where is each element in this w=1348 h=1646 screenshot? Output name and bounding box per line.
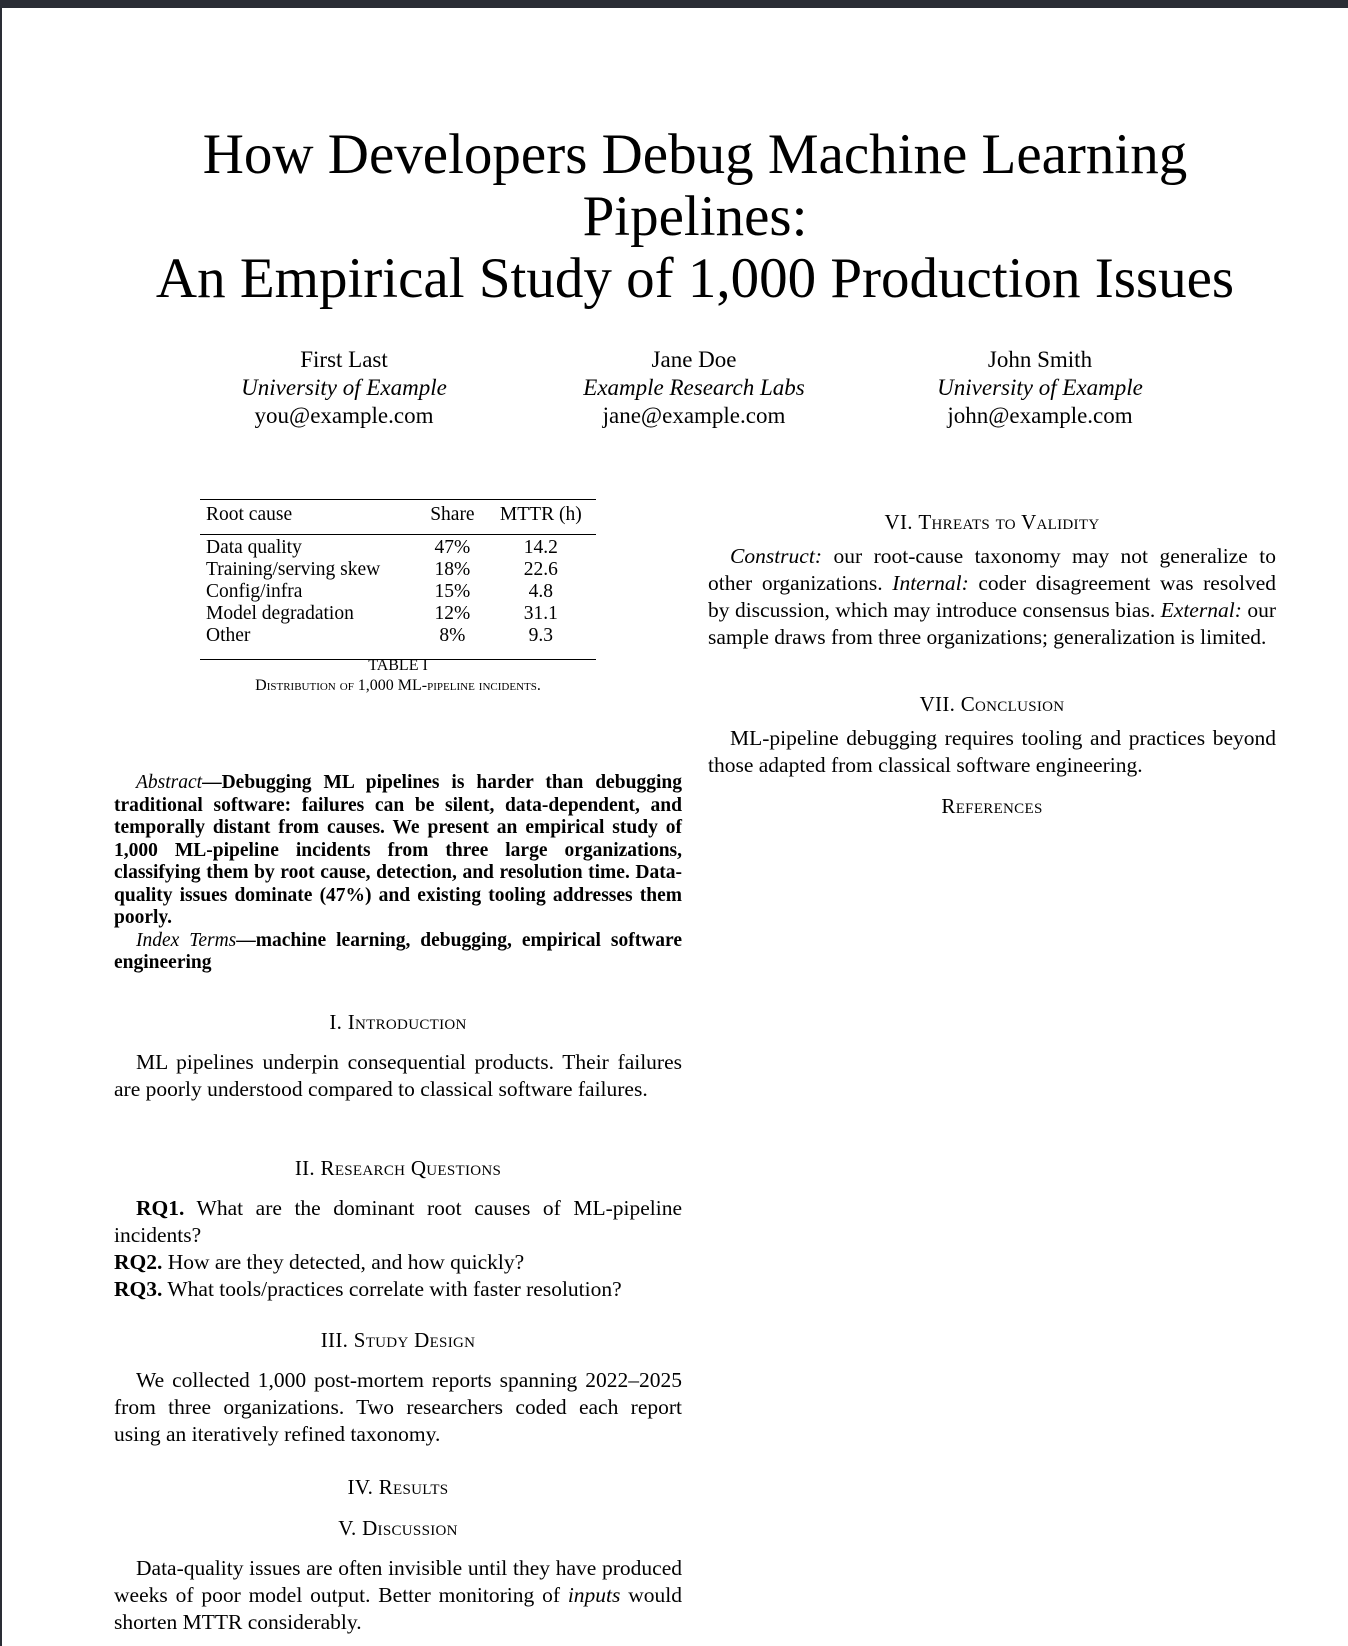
author-name: John Smith (987, 347, 1093, 372)
author-email: jane@example.com (602, 403, 786, 428)
section-introduction (114, 1010, 682, 1103)
table-label: TABLE I (368, 657, 428, 674)
table-cell: 14.2 (523, 537, 558, 558)
section-body: ML pipelines underpin consequential products. Their failures are poorly understood compared to classical software failures. (114, 1050, 682, 1101)
research-question: RQ2. How are they detected, and how quickly? (114, 1250, 525, 1274)
section-heading: IV. Results (347, 1475, 449, 1499)
paper-title (2, 124, 1348, 310)
author-block (890, 346, 1190, 430)
title-line: Pipelines: (582, 185, 808, 248)
author-email: you@example.com (254, 403, 434, 428)
table-header: Root cause (206, 504, 293, 525)
section-heading: V. Discussion (338, 1516, 458, 1540)
title-line: An Empirical Study of 1,000 Production Issues (155, 247, 1235, 310)
section-references (708, 794, 1276, 819)
table-cell: 15% (434, 581, 471, 602)
section-heading: II. Research Questions (294, 1156, 502, 1180)
table-cell: Data quality (206, 537, 302, 558)
research-question: RQ1. What are the dominant root causes of ML-pipeline incidents? (114, 1196, 682, 1247)
author-name: Jane Doe (651, 347, 737, 372)
abstract (114, 772, 682, 975)
section-heading: I. Introduction (329, 1010, 467, 1034)
research-question: RQ3. What tools/practices correlate with faster resolution? (114, 1277, 622, 1301)
author-name: First Last (300, 347, 388, 372)
table-cell: 47% (434, 537, 471, 558)
research-question-list (114, 1195, 682, 1303)
paper-page (2, 8, 1348, 1646)
section-heading: VI. Threats to Validity (884, 510, 1100, 534)
author-email: john@example.com (947, 403, 1133, 428)
table-cell: 22.6 (523, 559, 558, 580)
title-line: How Developers Debug Machine Learning (202, 123, 1188, 186)
table-row (200, 531, 596, 559)
table-cell: 8% (439, 625, 466, 646)
table-cell: 12% (434, 603, 471, 624)
table-header: MTTR (h) (499, 504, 582, 525)
root-cause-table (200, 500, 596, 647)
table-cell: 31.1 (523, 603, 558, 624)
author-affiliation: University of Example (241, 375, 447, 400)
section-body: Data-quality issues are often invisible until they have produced weeks of poor model output. Better monitoring of inputs would shorten MTTR considerably. (114, 1556, 682, 1634)
abstract-label: Abstract (136, 772, 203, 793)
section-heading: III. Study Design (320, 1328, 476, 1352)
section-discussion (114, 1516, 682, 1636)
section-body: ML-pipeline debugging requires tooling and practices beyond those adapted from classical software engineering. (708, 726, 1276, 777)
table-cell: Model degradation (206, 603, 354, 624)
section-heading: VII. Conclusion (919, 692, 1065, 716)
table-caption (192, 656, 604, 696)
abstract-text: —Debugging ML pipelines is harder than debugging traditional software: failures can be silent, data-dependent, and temporally distant from causes. We present an empirical study of 1,000 ML-pipeline incidents from three large organizations, classifying them by root cause, detection, and resolution time. Data-quality issues dominate (47%) and existing tooling addresses them poorly. (114, 772, 682, 928)
index-terms-label: Index Terms (136, 929, 237, 951)
table-cell: Other (206, 625, 251, 646)
table-cell: 18% (434, 559, 471, 580)
table-row (200, 603, 596, 625)
section-study-design (114, 1328, 682, 1448)
author-affiliation: Example Research Labs (583, 375, 805, 400)
author-block (544, 346, 844, 430)
author-affiliation: University of Example (937, 375, 1143, 400)
section-conclusion (708, 692, 1276, 779)
index-terms-text: —machine learning, debugging, empirical software engineering (114, 929, 682, 973)
author-block (194, 346, 494, 430)
table-header: Share (430, 504, 475, 525)
table-cell: 9.3 (528, 625, 553, 646)
table-row (200, 581, 596, 603)
table-cell: Training/serving skew (206, 559, 381, 580)
table-row (200, 559, 596, 581)
section-threats (708, 510, 1276, 651)
section-research-questions (114, 1156, 682, 1303)
section-body: Construct: our root-cause taxonomy may not generalize to other organizations. Internal: coder disagreement was resolved by discussion, which may introduce consensus bias. External: our sample draws from three organizations; generalization is limited. (708, 544, 1276, 649)
section-results (114, 1475, 682, 1500)
section-heading: References (941, 794, 1043, 818)
table-header-row (200, 500, 596, 531)
section-body: We collected 1,000 post-mortem reports spanning 2022–2025 from three organizations. Two researchers coded each report using an iteratively refined taxonomy. (114, 1368, 682, 1446)
table-cell: 4.8 (528, 581, 553, 602)
table-caption-text: Distribution of 1,000 ML-pipeline incidents. (255, 677, 541, 694)
table-cell: Config/infra (206, 581, 303, 602)
table-row (200, 625, 596, 647)
